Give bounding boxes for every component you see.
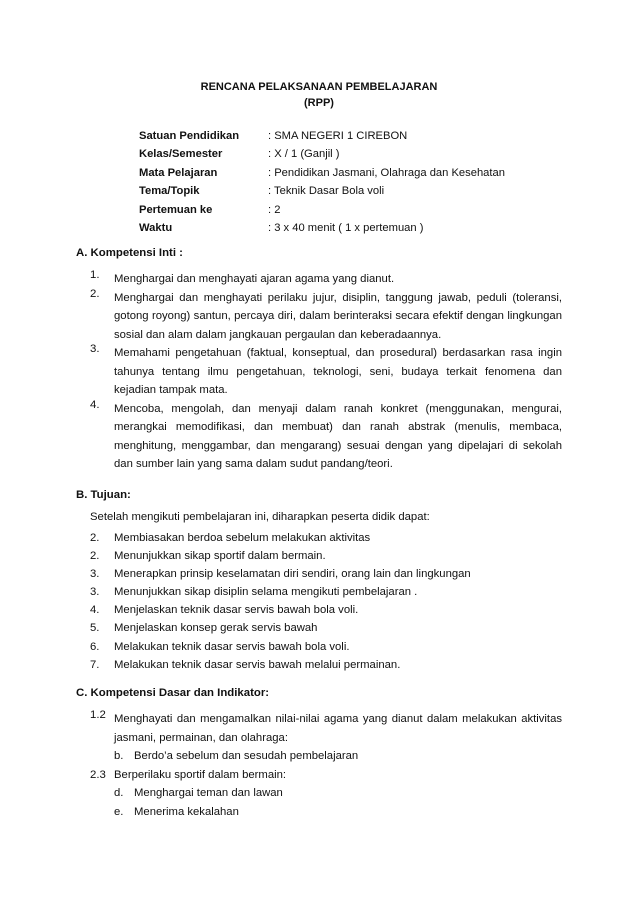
list-item bbox=[90, 529, 562, 547]
item-text: Menghargai dan menghayati ajaran agama yang dianut. bbox=[114, 273, 395, 285]
document-subtitle: (RPP) bbox=[304, 97, 334, 109]
item-number: 4. bbox=[90, 398, 100, 411]
info-label: Kelas/Semester bbox=[139, 148, 223, 161]
item-text: Menunjukkan sikap sportif dalam bermain. bbox=[114, 550, 326, 563]
item-number: 1. bbox=[90, 269, 100, 281]
item-number: 3. bbox=[90, 568, 100, 581]
item-text: Melakukan teknik dasar servis bawah melalui permainan. bbox=[114, 658, 401, 671]
section-c-heading: C. Kompetensi Dasar dan Indikator: bbox=[76, 687, 270, 699]
item-number: 2. bbox=[90, 550, 100, 563]
indicator-letter: d. bbox=[114, 787, 124, 799]
document-title: RENCANA PELAKSANAAN PEMBELAJARAN bbox=[200, 81, 438, 93]
objectives-list bbox=[90, 529, 562, 674]
competency-item bbox=[90, 710, 562, 747]
basic-competency-list bbox=[90, 710, 562, 821]
info-label: Tema/Topik bbox=[139, 185, 200, 198]
info-label: Satuan Pendidikan bbox=[139, 130, 240, 142]
item-text: Memahami pengetahuan (faktual, konseptual, dan prosedural) berdasarkan rasa ingin tahunya tentang ilmu pengetahuan, teknologi, seni, budaya terkait fenomena dan kejadian tampak mata. bbox=[114, 347, 562, 396]
info-value: : X / 1 (Ganjil ) bbox=[268, 148, 340, 161]
info-label: Waktu bbox=[139, 221, 173, 234]
list-item bbox=[90, 400, 562, 474]
list-item bbox=[90, 583, 562, 601]
indicator-letter: e. bbox=[114, 805, 124, 818]
item-number: 5. bbox=[90, 622, 100, 635]
item-text: Menjelaskan konsep gerak servis bawah bbox=[114, 622, 318, 635]
competency-text: Menghayati dan mengamalkan nilai-nilai agama yang dianut dalam melakukan aktivitas jasmani, permainan, dan olahraga: bbox=[114, 713, 562, 744]
item-number: 2. bbox=[90, 532, 100, 544]
indicator-item bbox=[90, 784, 562, 803]
list-item bbox=[90, 619, 562, 637]
competency-number: 2.3 bbox=[90, 768, 106, 781]
indicator-text: Menghargai teman dan lawan bbox=[134, 787, 283, 799]
item-number: 2. bbox=[90, 287, 100, 300]
info-value: : 3 x 40 menit ( 1 x pertemuan ) bbox=[268, 221, 424, 234]
competency-text: Berperilaku sportif dalam bermain: bbox=[114, 768, 287, 781]
item-number: 3. bbox=[90, 586, 100, 599]
competency-number: 1.2 bbox=[90, 709, 106, 721]
list-item bbox=[90, 547, 562, 565]
item-text: Menghargai dan menghayati perilaku jujur, disiplin, tanggung jawab, peduli (toleransi, gotong royong) santun, percaya diri, dalam berinteraksi secara efektif dengan lingkungan sosial dan alam dalam jangkauan pergaulan dan keberadaannya. bbox=[114, 291, 562, 341]
list-item bbox=[90, 270, 562, 289]
info-value: : SMA NEGERI 1 CIREBON bbox=[268, 130, 408, 142]
indicator-text: Menerima kekalahan bbox=[134, 805, 239, 818]
list-item bbox=[90, 601, 562, 619]
list-item bbox=[90, 565, 562, 583]
list-item bbox=[90, 656, 562, 674]
info-value: : 2 bbox=[268, 203, 281, 216]
item-number: 4. bbox=[90, 604, 100, 617]
info-value: : Pendidikan Jasmani, Olahraga dan Kesehatan bbox=[268, 166, 505, 179]
item-text: Membiasakan berdoa sebelum melakukan aktivitas bbox=[114, 532, 371, 544]
indicator-letter: b. bbox=[114, 750, 124, 762]
competency-item bbox=[90, 766, 562, 785]
item-text: Mencoba, mengolah, dan menyaji dalam ranah konkret (menggunakan, mengurai, merangkai memodifikasi, dan membuat) dan ranah abstrak (menulis, membaca, menghitung, menggambar, dan mengarang) sesuai dengan yang dipelajari di sekolah dan sumber lain yang sama dalam sudut pandang/teori. bbox=[114, 402, 562, 470]
item-text: Melakukan teknik dasar servis bawah bola voli. bbox=[114, 640, 350, 653]
item-number: 7. bbox=[90, 658, 100, 671]
indicator-item bbox=[90, 803, 562, 822]
section-b-heading: B. Tujuan: bbox=[76, 489, 131, 501]
objectives-intro: Setelah mengikuti pembelajaran ini, diharapkan peserta didik dapat: bbox=[90, 511, 430, 523]
list-item bbox=[90, 638, 562, 656]
indicator-text: Berdo’a sebelum dan sesudah pembelajaran bbox=[134, 750, 359, 762]
info-label: Mata Pelajaran bbox=[139, 166, 218, 179]
item-text: Menunjukkan sikap disiplin selama mengikuti pembelajaran . bbox=[114, 586, 418, 599]
indicator-item bbox=[90, 747, 562, 766]
list-item bbox=[90, 344, 562, 400]
info-value: : Teknik Dasar Bola voli bbox=[268, 185, 385, 198]
section-a-heading: A. Kompetensi Inti : bbox=[76, 247, 183, 259]
item-number: 6. bbox=[90, 640, 100, 653]
item-text: Menjelaskan teknik dasar servis bawah bola voli. bbox=[114, 604, 359, 617]
info-label: Pertemuan ke bbox=[139, 203, 213, 216]
list-item bbox=[90, 289, 562, 345]
item-text: Menerapkan prinsip keselamatan diri sendiri, orang lain dan lingkungan bbox=[114, 568, 471, 581]
core-competency-list bbox=[90, 270, 562, 474]
item-number: 3. bbox=[90, 343, 100, 355]
